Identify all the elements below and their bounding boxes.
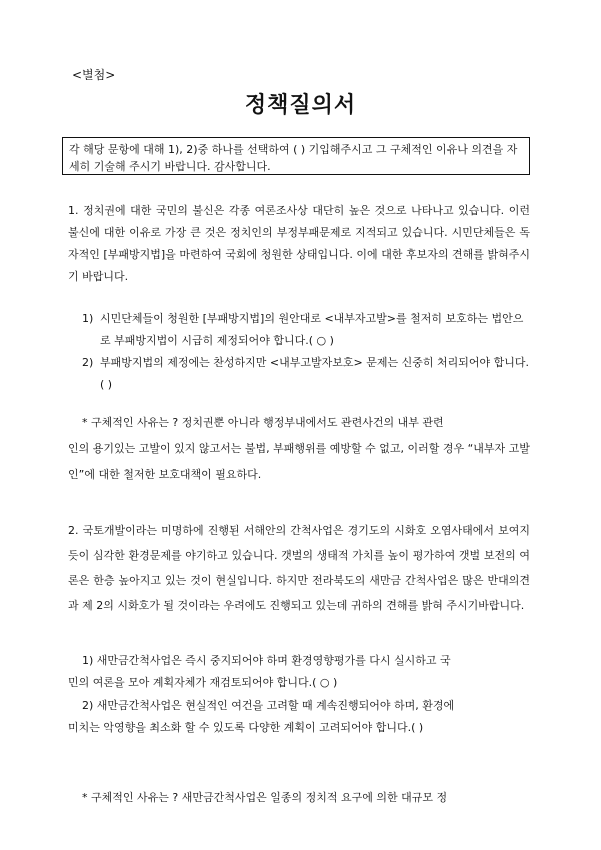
attachment-label: <별첨> — [72, 68, 116, 82]
question-1-text: 1. 정치권에 대한 국민의 불신은 각종 여론조사상 대단히 높은 것으로 나타나고 있습니다. 이런 불신에 대한 이유로 가장 큰 것은 정치인의 부정부패문제로 지적되고 있습니다. 시민단체들은 독자적인 [부패방지법]을 마련하여 국회에 청원한 상태입니다. 이에 대한 후보자의 견해를 밝혀주시기 바랍니다. — [68, 204, 530, 283]
question-2-option-2 — [68, 695, 530, 739]
instruction-box: 각 해당 문항에 대해 1), 2)중 하나를 선택하여 ( ) 기입해주시고 그 구체적인 이유나 의견을 자세히 기술해 주시기 바랍니다. 감사합니다. — [62, 137, 530, 175]
option-number: 1) — [82, 312, 94, 325]
reason-lead: * 구체적인 사유는 ? 새만금간척사업은 일종의 정치적 요구에 의한 대규모 정 — [82, 791, 448, 804]
option-text-rest: 민의 여론을 모아 계획자체가 재검토되어야 합니다.( ○ ) — [68, 676, 338, 689]
option-number: 2) — [82, 356, 94, 369]
option-text-first: 2) 새만금간척사업은 현실적인 여건을 고려할 때 계속진행되어야 하며, 환경에 — [82, 699, 455, 712]
question-1-option-1 — [82, 308, 532, 352]
question-2-text: 2. 국토개발이라는 미명하에 진행된 서해안의 간척사업은 경기도의 시화호 오염사태에서 보여지듯이 심각한 환경문제를 야기하고 있습니다. 갯벌의 생태적 가치를 높이 평가하여 갯벌 보전의 여론은 한층 높아지고 있는 것이 현실입니다. 하지만 전라북도의 새만금 간척사업은 많은 반대의견과 제 2의 시화호가 될 것이라는 우려에도 진행되고 있는데 귀하의 견해를 밝혀 주시기바랍니다. — [68, 524, 530, 612]
option-text: 부패방지법의 제정에는 찬성하지만 <내부고발자보호> 문제는 신중히 처리되어야 합니다. ( ) — [100, 356, 529, 391]
reason-lead: * 구체적인 사유는 ? 정치권뿐 아니라 행정부내에서도 관련사건의 내부 관련 — [82, 416, 444, 429]
question-2-option-1 — [68, 650, 530, 694]
question-1-reason — [68, 410, 530, 488]
option-text-rest: 미치는 악영향을 최소화 할 수 있도록 다양한 계획이 고려되어야 합니다.( ) — [68, 721, 424, 734]
option-text-first: 1) 새만금간척사업은 즉시 중지되어야 하며 환경영향평가를 다시 실시하고 국 — [82, 654, 451, 667]
option-text: 시민단체들이 청원한 [부패방지법]의 원안대로 <내부자고발>를 철저히 보호하는 법안으로 부패방지법이 시급히 제정되어야 합니다.( ○ ) — [100, 312, 524, 347]
page-title: 정책질의서 — [244, 93, 357, 118]
question-1-option-2 — [82, 352, 532, 396]
reason-text: 인의 용기있는 고발이 있지 않고서는 불법, 부패행위를 예방할 수 없고, 이러할 경우 “내부자 고발인”에 대한 철저한 보호대책이 필요하다. — [68, 442, 530, 481]
question-2-reason — [68, 785, 530, 811]
